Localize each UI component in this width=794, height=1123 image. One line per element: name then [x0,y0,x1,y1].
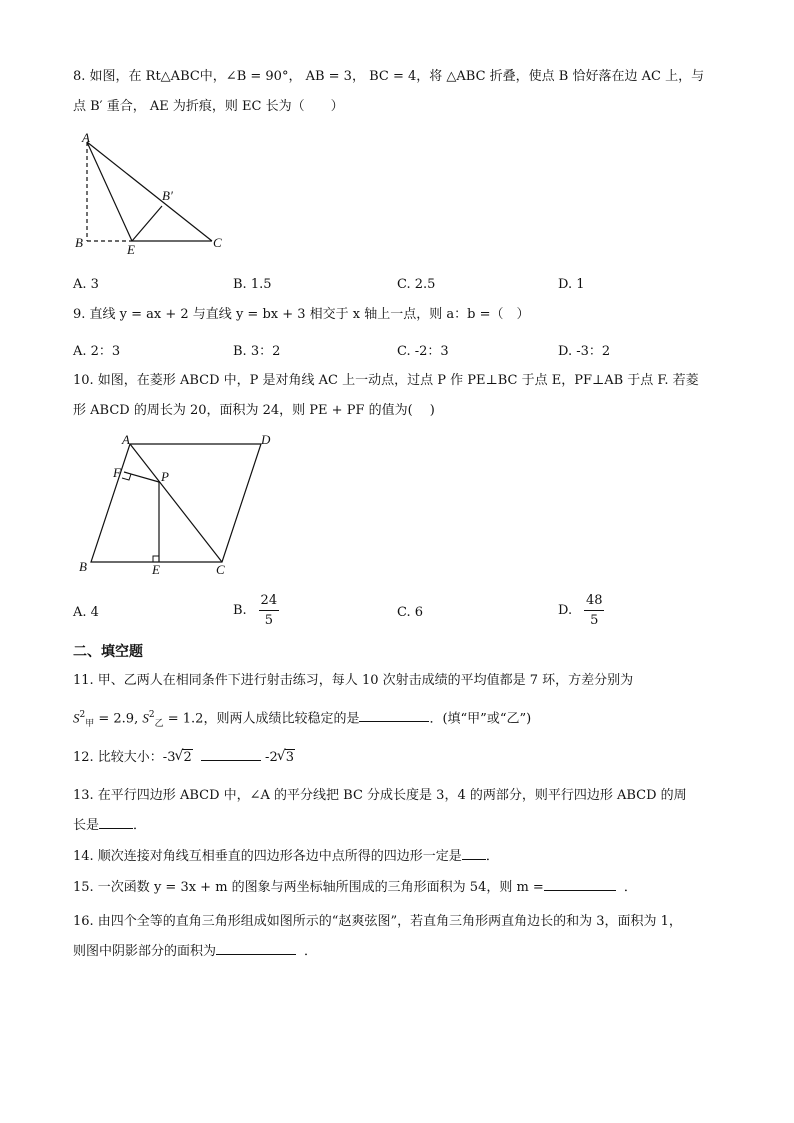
q16-answer-blank[interactable] [216,954,296,955]
q11-sup-jia: 2 [79,710,86,720]
q11-tail: ，则两人成绩比较稳定的是 [203,711,360,727]
q9-option-b[interactable]: B. 3：2 [233,344,281,359]
q16-text-line1: 16. 由四个全等的直角三角形组成如图所示的“赵爽弦图”，若直角三角形两直角边长的和为 3，面积为 1， [73,914,682,929]
q11-text-line2 [73,706,531,733]
q13-answer-blank[interactable] [99,828,133,829]
q15-answer-blank[interactable] [544,890,616,891]
q10-label-p: P [161,469,169,484]
q10-right-angle-f [122,474,131,480]
q8-label-a: A [82,130,90,145]
q10-option-d-denominator: 5 [590,613,599,628]
q11-sub-yi: 乙 [154,718,164,729]
q8-option-c[interactable]: C. 2.5 [397,277,436,292]
q8-label-c: C [213,235,222,250]
q10-option-d[interactable] [558,593,604,628]
q8-segment-ae [87,142,132,241]
q10-option-b-fraction [259,593,279,628]
q14-text-body: 14. 顺次连接对角线互相垂直的四边形各边中点所得的四边形一定是 [73,849,462,864]
q13-text-line2 [73,817,146,835]
q9-option-c[interactable]: C. -2：3 [397,344,449,359]
q12-radicand-1: 2 [183,750,192,765]
q10-label-b: B [79,559,87,574]
q8-triangle-figure [70,130,240,260]
q16-text-line2 [73,943,317,961]
q10-label-a: A [122,432,130,447]
q12-radicand-2: 3 [285,750,294,765]
q10-option-b[interactable] [233,593,279,628]
q12-prefix: 12. 比较大小：-3 [73,750,176,765]
q10-option-b-denominator: 5 [264,613,273,628]
q14-after: ． [485,849,499,864]
q12-answer-blank[interactable] [201,760,261,761]
q8-segment-eb2 [132,206,162,241]
q15-after: ． [623,880,637,895]
q14-text [73,848,499,866]
q8-option-b[interactable]: B. 1.5 [233,277,272,292]
q10-option-c[interactable]: C. 6 [397,605,424,620]
q10-label-e: E [152,562,160,577]
q16-after: ． [304,944,318,959]
q13-text-line1: 13. 在平行四边形 ABCD 中，∠A 的平分线把 BC 分成长度是 3，4 的两部分，则平行四边形 ABCD 的周 [73,788,687,803]
q10-label-d: D [261,432,271,447]
q11-val-yi: = 1.2 [163,711,204,727]
q11-s-jia: S [73,710,80,726]
q12-text [73,749,295,767]
q13-line2-text: 长是 [73,818,100,833]
q8-segment-ac [87,142,212,241]
q12-sqrt-2 [175,749,192,767]
q15-text-body: 15. 一次函数 y = 3x + m 的图象与两坐标轴所围成的三角形面积为 54，则 m = [73,880,544,895]
q10-text-line1: 10. 如图，在菱形 ABCD 中，P 是对角线 AC 上一动点，过点 P 作 PE⊥BC 于点 E，PF⊥AB 于点 F. 若菱 [73,373,699,388]
q11-sub-jia: 甲 [85,718,95,729]
q8-option-d[interactable]: D. 1 [558,277,585,292]
q11-s-yi: S [142,710,149,726]
q12-sqrt-3 [278,749,295,767]
q8-text-line1: 8. 如图，在 Rt△ABC中，∠B = 90°， AB = 3， BC = 4，将 △ABC 折叠，使点 B 恰好落在边 AC 上，与 [73,69,705,84]
section-fill-in-title: 二、填空题 [73,644,143,660]
q11-text-line1: 11. 甲、乙两人在相同条件下进行射击练习，每人 10 次射击成绩的平均值都是 7 环，方差分别为 [73,673,634,688]
q10-label-c: C [216,562,225,577]
q10-text-line2: 形 ABCD 的周长为 20，面积为 24，则 PE + PF 的值为( ) [73,403,435,418]
q10-option-d-prefix: D. [558,603,573,618]
q10-option-d-numerator: 48 [585,593,603,608]
q8-label-b: B [75,235,83,250]
q11-val-jia: = 2.9, [94,711,143,727]
q9-option-d[interactable]: D. -3：2 [558,344,611,359]
q10-option-a[interactable]: A. 4 [73,605,99,620]
q10-option-d-fraction [584,593,604,628]
q10-option-b-prefix: B. [233,603,247,618]
q10-diagonal-ac [130,444,222,562]
q8-option-a[interactable]: A. 3 [73,277,99,292]
q13-after: ． [133,818,147,833]
q15-text [73,879,637,897]
q11-sup-yi: 2 [148,710,155,720]
q10-option-b-numerator: 24 [260,593,278,608]
q8-label-e: E [127,242,135,257]
q10-label-f: F [113,465,121,480]
q8-label-b-prime: B′ [162,188,173,203]
q16-line2-text: 则图中阴影部分的面积为 [73,944,217,959]
q8-text-line2: 点 B′ 重合， AE 为折痕，则 EC 长为（ ） [73,99,344,114]
q10-rhombus-figure [75,430,285,580]
q14-answer-blank[interactable] [462,859,486,860]
q9-text: 9. 直线 y = ax + 2 与直线 y = bx + 3 相交于 x 轴上一点，则 a：b =（ ） [73,307,530,322]
q11-after: ．(填“甲”或“乙”) [429,711,532,727]
q11-answer-blank[interactable] [359,721,429,722]
q9-option-a[interactable]: A. 2：3 [73,344,121,359]
q12-mid: -2 [265,750,278,765]
